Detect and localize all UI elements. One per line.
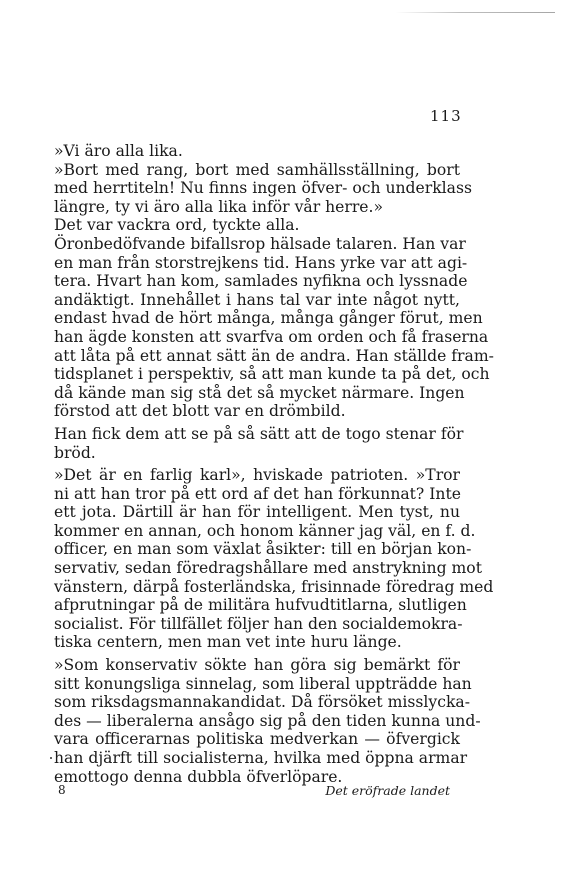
text-line: som riksdagsmannakandidat. Då försöket misslycka- bbox=[54, 693, 470, 712]
text-line: Han fick dem att se på så sätt att de togo stenar för bbox=[54, 424, 464, 443]
text-line: att låta på ett annat sätt än de andra. Han ställde fram- bbox=[54, 346, 494, 365]
text-line: vänstern, därpå fosterländska, frisinnade föredrag med bbox=[54, 577, 494, 596]
text-line: des — liberalerna ansågo sig på den tiden kunna und- bbox=[54, 711, 481, 730]
text-line: socialist. För tillfället följer han den socialdemokra- bbox=[54, 614, 463, 633]
text-line: vara officerarnas politiska medverkan — öfvergick bbox=[54, 730, 460, 749]
text-line: »Det är en farlig karl», hviskade patrioten. »Tror bbox=[54, 466, 460, 485]
text-line: en man från storstrejkens tid. Hans yrke var att agi- bbox=[54, 253, 468, 272]
text-line: med herrtiteln! Nu finns ingen öfver- och underklass bbox=[54, 179, 472, 198]
page-number: 113 bbox=[430, 107, 462, 125]
text-line: andäktigt. Innehållet i hans tal var inte något nytt, bbox=[54, 290, 460, 309]
text-line: tera. Hvart han kom, samlades nyfikna och lyssnade bbox=[54, 272, 468, 291]
scan-artifact bbox=[395, 12, 555, 13]
signature-mark: 8 bbox=[58, 783, 66, 797]
text-line: sitt konungsliga sinnelag, som liberal uppträdde han bbox=[54, 674, 472, 693]
text-line: kommer en annan, och honom känner jag väl, en f. d. bbox=[54, 521, 476, 540]
text-line: bröd. bbox=[54, 443, 96, 462]
text-line: »Som konservativ sökte han göra sig bemärkt för bbox=[54, 656, 460, 675]
text-line: längre, ty vi äro alla lika inför vår herre.» bbox=[54, 197, 384, 216]
running-title: Det eröfrade landet bbox=[325, 783, 450, 798]
ink-speck bbox=[50, 757, 52, 759]
text-line: »Vi äro alla lika. bbox=[54, 142, 183, 160]
text-line: tiska centern, men man vet inte huru länge. bbox=[54, 633, 402, 652]
text-line: då kände man sig stå det så mycket närmare. Ingen bbox=[54, 383, 465, 402]
text-line: ni att han tror på ett ord af det han förkunnat? Inte bbox=[54, 484, 461, 503]
text-line: servativ, sedan föredragshållare med anstrykning mot bbox=[54, 559, 482, 578]
text-line: han ägde konsten att svarfva om orden och få fraserna bbox=[54, 327, 489, 346]
text-line: han djärft till socialisterna, hvilka med öppna armar bbox=[54, 749, 468, 767]
body-text bbox=[54, 142, 494, 786]
text-line: förstod att det blott var en drömbild. bbox=[54, 402, 346, 421]
text-line: officer, en man som växlat åsikter: till en början kon- bbox=[54, 540, 472, 559]
text-line: tidsplanet i perspektiv, så att man kunde ta på det, och bbox=[54, 365, 490, 384]
text-line: Öronbedöfvande bifallsrop hälsade talaren. Han var bbox=[54, 234, 466, 253]
text-line: Det var vackra ord, tyckte alla. bbox=[54, 216, 300, 235]
text-line: »Bort med rang, bort med samhällsställning, bort bbox=[54, 160, 460, 179]
text-line: emottogo denna dubbla öfverlöpare. bbox=[54, 767, 343, 786]
text-line: endast hvad de hört många, många gånger förut, men bbox=[54, 309, 483, 328]
text-line: afprutningar på de militära hufvudtitlarna, slutligen bbox=[54, 596, 467, 615]
text-line: ett jota. Därtill är han för intelligent. Men tyst, nu bbox=[54, 503, 460, 522]
